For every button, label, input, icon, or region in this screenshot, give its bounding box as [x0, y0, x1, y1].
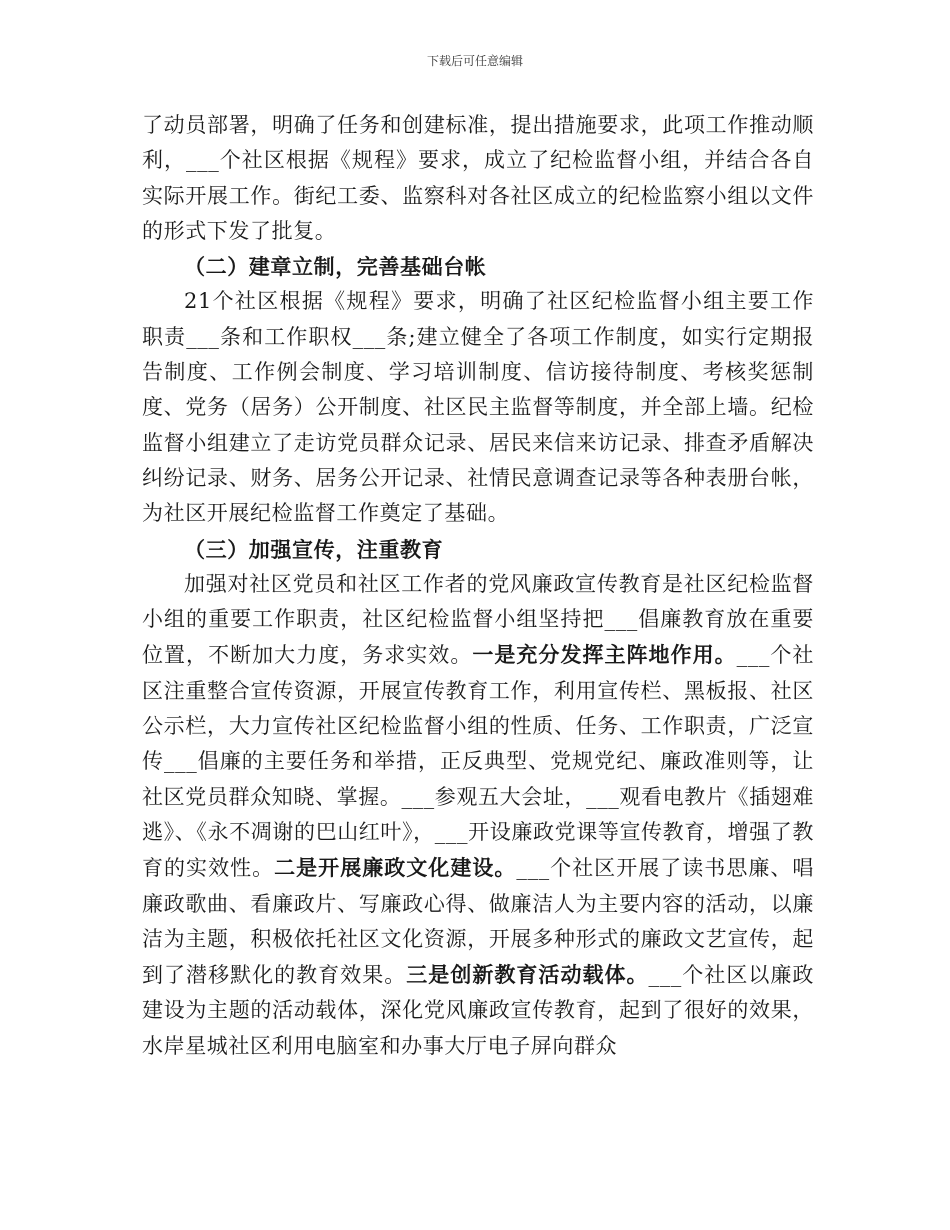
section-heading-2: （二）建章立制，完善基础台帐: [184, 254, 487, 280]
point-one-body: ___个社区注重整合宣传资源，开展宣传教育工作，利用宣传栏、黑板报、社区公示栏，大力宣传社区纪检监督小组的性质、任务、工作职责，广泛宣传___倡廉的主要任务和举措，正反典型、党规党纪、廉政准则等，让社区党员群众知晓、掌握。___参观五大会址，___观看电教片《插翅难逃》、《永不凋谢的巴山红叶》，___开设廉政党课等宣传教育，增强了教育的实效性。: [142, 643, 815, 881]
point-three-body: ___个社区以廉政建设为主题的活动载体，深化党风廉政宣传教育，起到了很好的效果，水岸星城社区利用电脑室和办事大厅电子屏向群众: [142, 963, 814, 1058]
page-header: 下载后可任意编辑: [426, 54, 523, 68]
education-intro: 加强对社区党员和社区工作者的党风廉政宣传教育是社区纪检监督小组的重要工作职责，社区纪检监督小组坚持把___倡廉教育放在重要位置，不断加大力度，务求实效。: [142, 571, 814, 668]
paragraph-education: [142, 567, 814, 1064]
document-body: [142, 108, 814, 1064]
point-two-title: 二是开展廉政文化建设。: [274, 855, 517, 881]
point-three-title: 三是创新教育活动载体。: [406, 962, 649, 988]
point-one-title: 一是充分发挥主阵地作用。: [472, 642, 737, 668]
section-heading-3: （三）加强宣传，注重教育: [184, 536, 444, 562]
paragraph-continuation: 了动员部署，明确了任务和创建标准，提出措施要求，此项工作推动顺利，___个社区根据《规程》要求，成立了纪检监督小组，并结合各自实际开展工作。街纪工委、监察科对各社区成立的纪检监察小组以文件的形式下发了批复。: [142, 113, 814, 243]
paragraph-rules: 21个社区根据《规程》要求，明确了社区纪检监督小组主要工作职责___条和工作职权___条;建立健全了各项工作制度，如实行定期报告制度、工作例会制度、学习培训制度、信访接待制度、考核奖惩制度、党务（居务）公开制度、社区民主监督等制度，并全部上墙。纪检监督小组建立了走访党员群众记录、居民来信来访记录、排查矛盾解决纠纷记录、财务、居务公开记录、社情民意调查记录等各种表册台帐，为社区开展纪检监督工作奠定了基础。: [142, 289, 814, 526]
point-two-body: ___个社区开展了读书思廉、唱廉政歌曲、看廉政片、写廉政心得、做廉洁人为主要内容的活动，以廉洁为主题，积极依托社区文化资源，开展多种形式的廉政文艺宣传，起到了潜移默化的教育效果。: [142, 856, 814, 988]
